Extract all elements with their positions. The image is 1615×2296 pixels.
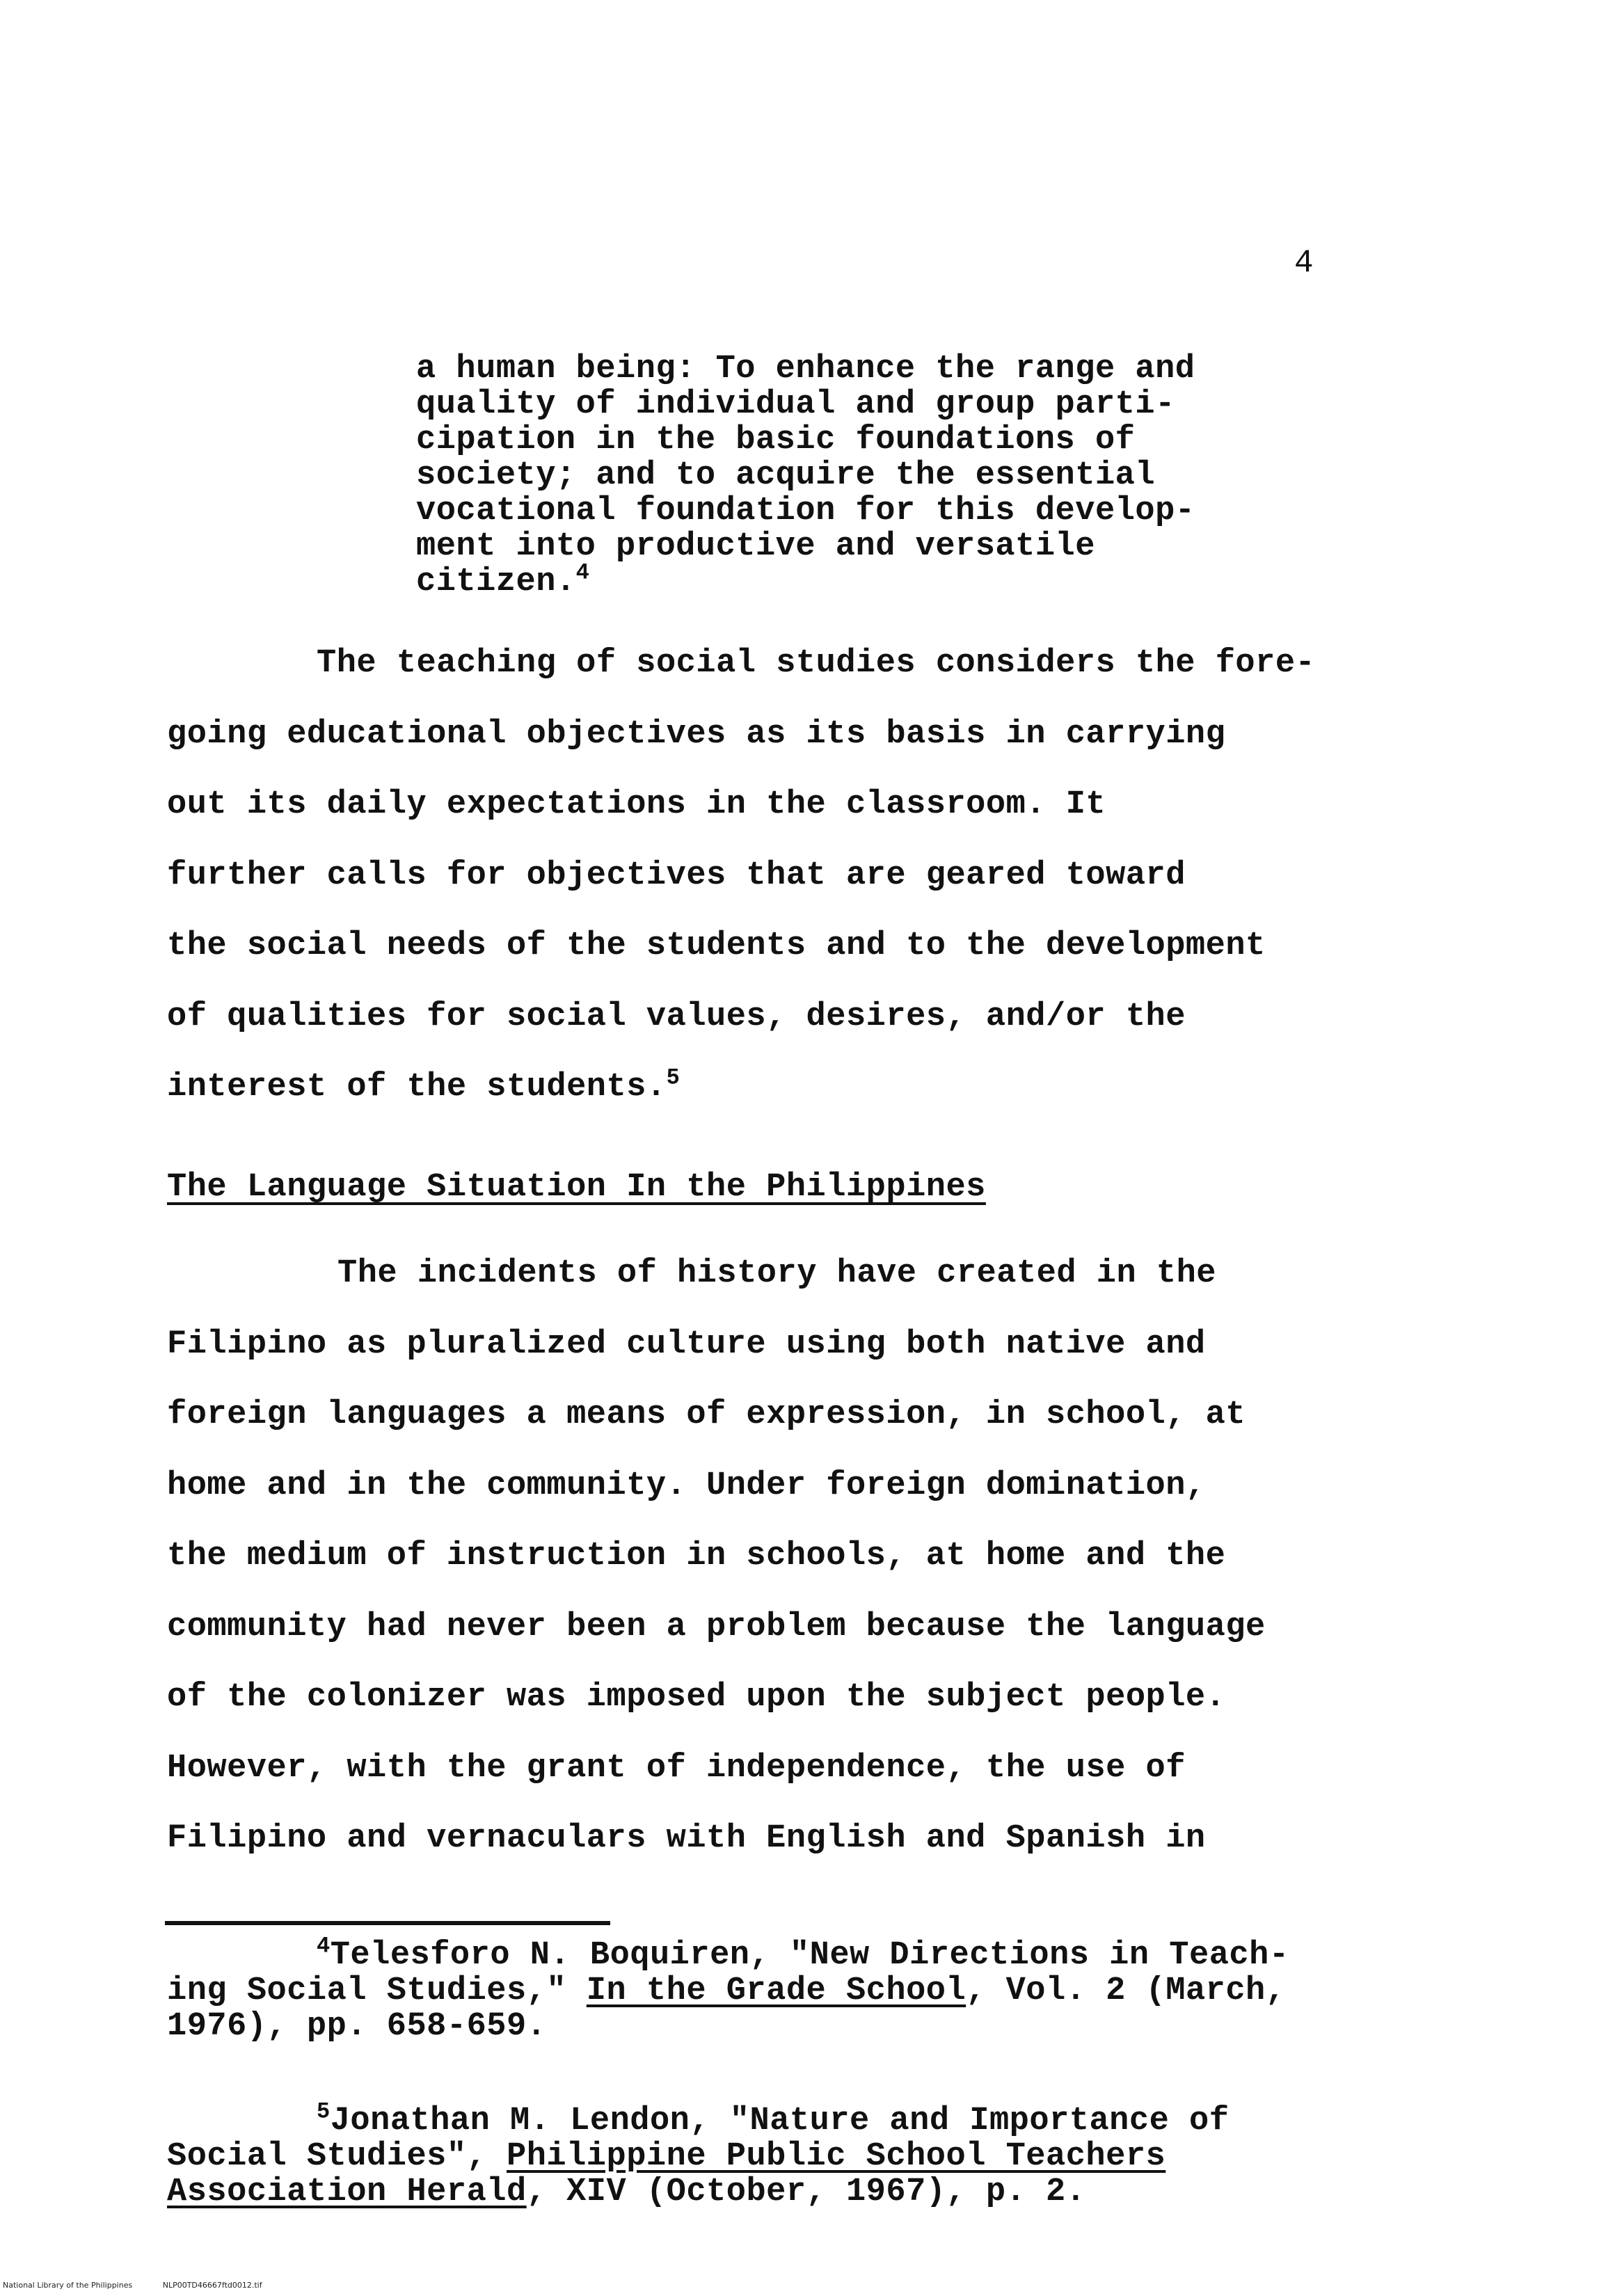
quote-line: ment into productive and versatile [416, 528, 1095, 565]
footnote-4 [167, 1933, 1419, 2045]
footnote-text: Social Studies", [167, 2138, 507, 2175]
block-quote [416, 351, 1390, 600]
paragraph-line: out its daily expectations in the classroom. It [167, 786, 1106, 823]
paragraph-line: The incidents of history have created in the [337, 1255, 1217, 1292]
footnote-ref-5: 5 [666, 1065, 681, 1091]
paragraph-language-situation [167, 1238, 1419, 1874]
paragraph-line: Filipino as pluralized culture using both native and [167, 1325, 1206, 1363]
file-id-label: NLP00TD46667ftd0012.tif [162, 2281, 262, 2290]
footnote-publication-title: Philippine Public School Teachers [506, 2138, 1166, 2175]
paragraph-line: going educational objectives as its basis in carrying [167, 715, 1226, 753]
quote-line: society; and to acquire the essential [416, 457, 1156, 494]
footnote-text: , Vol. 2 (March, [966, 1972, 1286, 2009]
footnote-ref-4: 4 [575, 559, 590, 586]
paragraph-line: the medium of instruction in schools, at home and the [167, 1538, 1226, 1574]
quote-line: a human being: To enhance the range and [416, 351, 1195, 388]
footnote-text: ing Social Studies," [167, 1972, 587, 2009]
quote-line: cipation in the basic foundations of [416, 422, 1136, 459]
footnote-mark: 4 [317, 1933, 331, 1959]
quote-line: vocational foundation for this develop- [416, 493, 1195, 529]
footnote-text: Telesforo N. Boquiren, "New Directions in Teach- [330, 1937, 1289, 1974]
footnote-publication-title: Association Herald [167, 2174, 527, 2210]
footnote-line [167, 2174, 1419, 2210]
paragraph-line: The teaching of social studies considers the fore- [317, 645, 1316, 682]
footnote-line [167, 2098, 1419, 2139]
footnote-line [167, 1973, 1419, 2009]
footnote-text: Jonathan M. Lendon, "Nature and Importance of [330, 2103, 1230, 2139]
quote-line: quality of individual and group parti- [416, 386, 1175, 423]
library-label: National Library of the Philippines [3, 2281, 133, 2290]
paragraph-line: of the colonizer was imposed upon the subject people. [167, 1679, 1226, 1716]
paragraph-line: foreign languages a means of expression, in school, at [167, 1396, 1246, 1433]
paragraph-line: further calls for objectives that are geared toward [167, 856, 1186, 894]
footnote-line [167, 1933, 1419, 1974]
paragraph-line [167, 1052, 1419, 1123]
paragraph-line: the social needs of the students and to the development [167, 927, 1266, 964]
page-number: 4 [1294, 245, 1314, 281]
footnote-divider [165, 1921, 610, 1925]
footnote-publication-title: In the Grade School [586, 1972, 966, 2009]
paragraph-last-text: interest of the students. [167, 1069, 667, 1106]
paragraph-teaching-social-studies [167, 628, 1419, 1123]
paragraph-line: However, with the grant of independence, the use of [167, 1749, 1186, 1787]
paragraph-line: of qualities for social values, desires, and/or the [167, 998, 1186, 1035]
paragraph-line: community had never been a problem because the language [167, 1608, 1266, 1645]
footnote-mark: 5 [317, 2098, 331, 2125]
paragraph-line: Filipino and vernaculars with English and Spanish in [167, 1820, 1206, 1857]
paragraph-line: home and in the community. Under foreign domination, [167, 1467, 1206, 1504]
footnote-5 [167, 2098, 1419, 2210]
section-heading: The Language Situation In the Philippines [167, 1169, 986, 1206]
footnote-line [167, 2139, 1419, 2174]
scan-footer [3, 2281, 290, 2290]
quote-line [416, 559, 1390, 600]
footnote-line: 1976), pp. 658-659. [167, 2008, 547, 2045]
footnote-text: , XIV (October, 1967), p. 2. [526, 2174, 1086, 2210]
quote-last-text: citizen. [416, 564, 576, 600]
